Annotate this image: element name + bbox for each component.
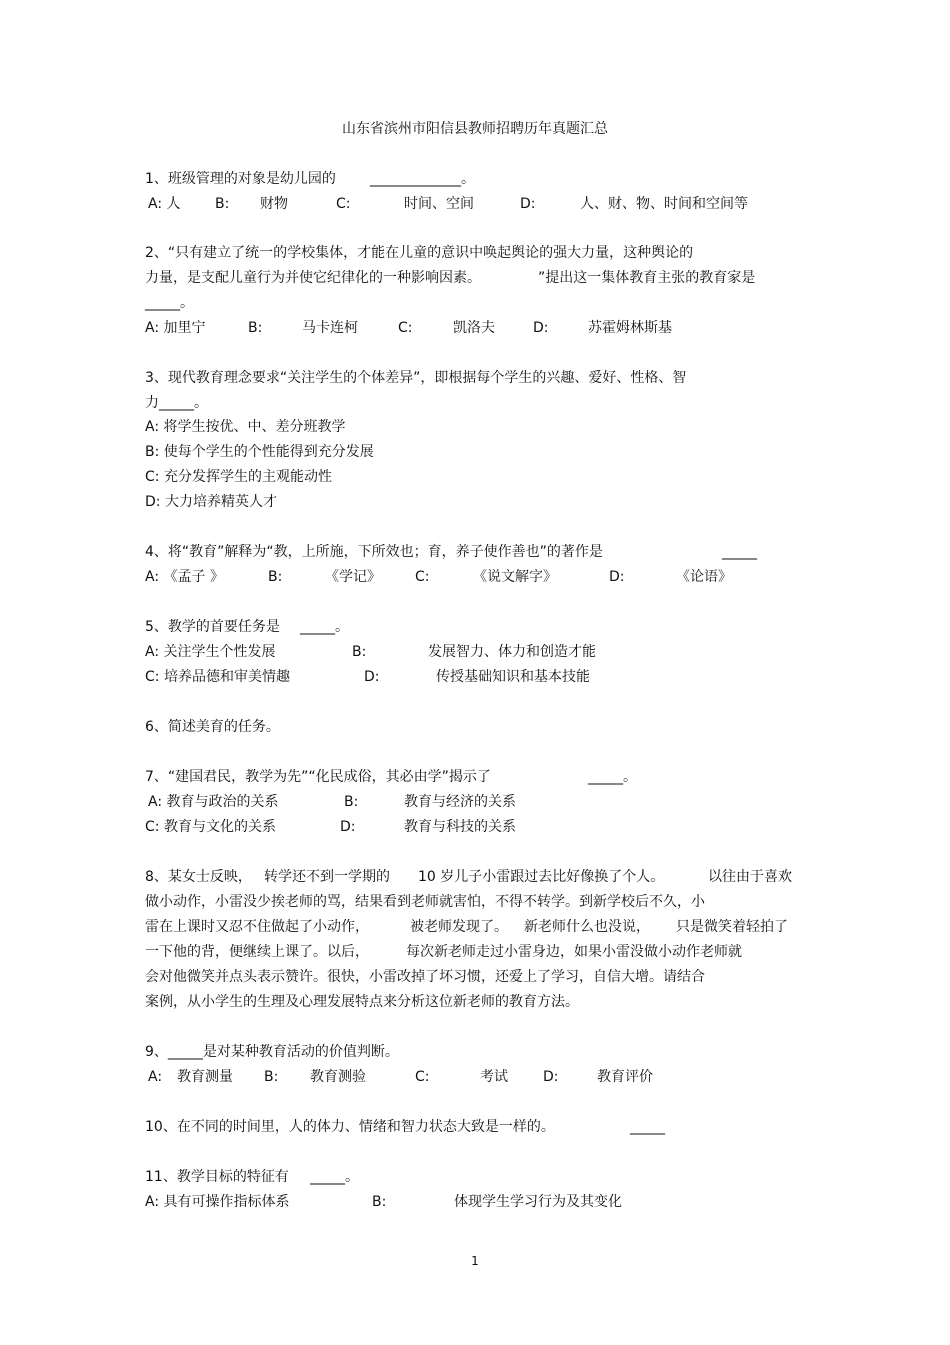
question-2-option-d-label: D: (533, 320, 549, 336)
question-8-line-1b: 转学还不到一学期的 (264, 869, 390, 885)
question-9-option-c-label: C: (415, 1069, 430, 1085)
question-8-line-1d: 以往由于喜欢 (708, 869, 792, 885)
question-8-line-4a: 一下他的背，便继续上课了。以后， (145, 944, 369, 960)
question-3-option-d: D: 大力培养精英人才 (145, 494, 277, 510)
question-1-option-d-label: D: (520, 196, 536, 212)
question-1-blank: _____________。 (370, 171, 475, 187)
question-8-line-3c: 新老师什么也没说， (524, 919, 650, 935)
question-8-line-1a: 8、某女士反映， (145, 869, 252, 885)
question-3-option-a: A: 将学生按优、中、差分班教学 (145, 419, 346, 435)
question-8-line-2: 做小动作，小雷没少挨老师的骂，结果看到老师就害怕，不得不转学。到新学校后不久，小 (145, 894, 705, 910)
question-8-line-3b: 被老师发现了。 (410, 919, 508, 935)
question-5-option-b-text: 发展智力、体力和创造才能 (428, 644, 596, 660)
question-2-option-d-text: 苏霍姆林斯基 (588, 320, 672, 336)
question-9-option-b-label: B: (264, 1069, 279, 1085)
question-2-option-b-text: 马卡连柯 (302, 320, 358, 336)
question-4-option-d-label: D: (609, 569, 625, 585)
question-2-line-2a: 力量，是支配儿童行为并使它纪律化的一种影响因素。 (145, 270, 481, 286)
question-4-option-c-text: 《说文解字》 (473, 569, 557, 585)
question-7-stem: 7、“建国君民，教学为先”“化民成俗，其必由学”揭示了 (145, 769, 491, 785)
question-1-option-b-label: B: (215, 196, 230, 212)
question-2-line-1: 2、“只有建立了统一的学校集体，才能在儿童的意识中唤起舆论的强大力量，这种舆论的 (145, 245, 694, 261)
question-7-option-a: A: 教育与政治的关系 (148, 794, 279, 810)
question-1-stem: 1、班级管理的对象是幼儿园的 (145, 171, 336, 187)
question-5-blank: _____。 (300, 619, 349, 635)
question-11-option-b-label: B: (372, 1194, 387, 1210)
question-8-line-3d: 只是微笑着轻拍了 (676, 919, 788, 935)
question-9-option-d-text: 教育评价 (597, 1069, 653, 1085)
question-4-option-a: A: 《孟子 》 (145, 569, 224, 585)
question-9-option-d-label: D: (543, 1069, 559, 1085)
page-number: 1 (471, 1254, 479, 1268)
question-2-option-a: A: 加里宁 (145, 320, 206, 336)
question-9-option-c-text: 考试 (480, 1069, 508, 1085)
question-5-stem: 5、教学的首要任务是 (145, 619, 280, 635)
question-8-line-3a: 雷在上课时又忍不住做起了小动作， (145, 919, 369, 935)
question-5-option-c: C: 培养品德和审美情趣 (145, 669, 290, 685)
question-8-line-5: 会对他微笑并点头表示赞许。很快，小雷改掉了坏习惯，还爱上了学习，自信大增。请结合 (145, 969, 705, 985)
question-7-option-d-text: 教育与科技的关系 (404, 819, 516, 835)
document-title: 山东省滨州市阳信县教师招聘历年真题汇总 (342, 121, 608, 137)
question-10-stem: 10、在不同的时间里，人的体力、情绪和智力状态大致是一样的。 (145, 1119, 555, 1135)
question-5-option-d-label: D: (364, 669, 380, 685)
question-4-stem: 4、将“教育”解释为“教，上所施，下所效也；育，养子使作善也”的著作是 (145, 544, 603, 560)
question-9-option-a-label: A: (148, 1069, 163, 1085)
question-1-option-b-text: 财物 (260, 196, 288, 212)
question-3-option-b: B: 使每个学生的个性能得到充分发展 (145, 444, 374, 460)
question-5-option-a: A: 关注学生个性发展 (145, 644, 276, 660)
question-3-line-1: 3、现代教育理念要求“关注学生的个体差异”，即根据每个学生的兴趣、爱好、性格、智 (145, 370, 687, 386)
question-11-option-b-text: 体现学生学习行为及其变化 (454, 1194, 622, 1210)
question-11-option-a: A: 具有可操作指标体系 (145, 1194, 290, 1210)
question-7-option-c: C: 教育与文化的关系 (145, 819, 276, 835)
question-7-blank: _____。 (588, 769, 637, 785)
question-4-option-c-label: C: (415, 569, 430, 585)
question-4-option-b-text: 《学记》 (325, 569, 381, 585)
question-9-option-a-text: 教育测量 (177, 1069, 233, 1085)
question-5-option-b-label: B: (352, 644, 367, 660)
question-7-option-b-label: B: (344, 794, 359, 810)
question-8-line-1c: 10 岁儿子小雷跟过去比好像换了个人。 (418, 869, 665, 885)
question-2-blank: _____。 (145, 295, 194, 311)
question-11-blank: _____。 (310, 1169, 359, 1185)
question-1-option-c-label: C: (336, 196, 351, 212)
question-2-option-c-label: C: (398, 320, 413, 336)
question-1-option-c-text: 时间、空间 (404, 196, 474, 212)
question-3-option-c: C: 充分发挥学生的主观能动性 (145, 469, 332, 485)
question-1-option-d-text: 人、财、物、时间和空间等 (580, 196, 748, 212)
question-9-stem: 9、_____是对某种教育活动的价值判断。 (145, 1044, 399, 1060)
question-10-blank: _____ (630, 1119, 665, 1135)
question-2-line-2b: ”提出这一集体教育主张的教育家是 (538, 270, 756, 286)
question-3-line-2: 力_____。 (145, 395, 208, 411)
question-2-option-b-label: B: (248, 320, 263, 336)
question-4-option-d-text: 《论语》 (676, 569, 732, 585)
question-8-line-4b: 每次新老师走过小雷身边，如果小雷没做小动作老师就 (406, 944, 742, 960)
question-7-option-b-text: 教育与经济的关系 (404, 794, 516, 810)
question-8-line-6: 案例，从小学生的生理及心理发展特点来分析这位新老师的教育方法。 (145, 994, 579, 1010)
question-9-option-b-text: 教育测验 (310, 1069, 366, 1085)
question-5-option-d-text: 传授基础知识和基本技能 (436, 669, 590, 685)
question-11-stem: 11、教学目标的特征有 (145, 1169, 289, 1185)
question-4-option-b-label: B: (268, 569, 283, 585)
question-6-stem: 6、简述美育的任务。 (145, 719, 280, 735)
question-7-option-d-label: D: (340, 819, 356, 835)
question-1-option-a: A: 人 (148, 196, 181, 212)
question-4-blank: _____ (722, 544, 757, 560)
question-2-option-c-text: 凯洛夫 (453, 320, 495, 336)
